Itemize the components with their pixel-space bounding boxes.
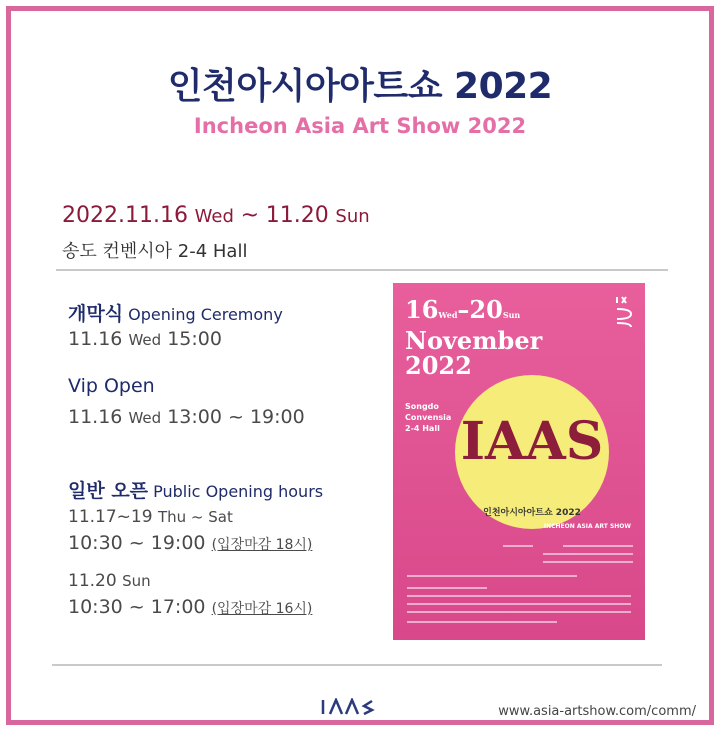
poster-info-line <box>407 621 557 623</box>
public-period1-dates <box>68 507 233 527</box>
opening-title-ko: 개막식 <box>68 303 124 325</box>
poster-info-line <box>543 561 633 563</box>
opening-ceremony-heading <box>68 299 283 326</box>
public-period2-time <box>68 596 312 618</box>
poster-corner-logo-icon <box>613 295 635 329</box>
poster-info-line <box>407 603 631 605</box>
poster-info-line <box>563 545 633 547</box>
poster-day-start-small: Wed <box>438 310 458 320</box>
poster-label: INCHEON ASIA ART SHOW <box>543 523 631 530</box>
period1-days: Thu ~ Sat <box>157 508 233 526</box>
period2-day: Sun <box>122 572 151 590</box>
poster-info-line <box>407 611 631 613</box>
poster-date-block <box>405 297 542 378</box>
vip-open-heading <box>68 375 155 397</box>
date-start: 2022.11.16 <box>62 203 188 228</box>
public-period1-time <box>68 532 312 554</box>
date-end: 11.20 <box>265 203 329 228</box>
poster-year: 2022 <box>405 351 472 380</box>
poster-venue <box>405 401 451 434</box>
period1-note: (입장마감 18시) <box>211 537 313 553</box>
poster-day-start: 16 <box>405 295 439 324</box>
poster-info-line <box>543 553 633 555</box>
poster-venue-line3: 2-4 Hall <box>405 424 440 433</box>
period2-note: (입장마감 16시) <box>211 601 313 617</box>
poster-venue-line1: Songdo <box>405 402 439 411</box>
opening-date: 11.16 <box>68 328 123 350</box>
poster-iaas-logo: IAAS <box>460 411 604 472</box>
opening-title-en: Opening Ceremony <box>128 305 283 324</box>
poster-info-line <box>407 595 631 597</box>
public-title-ko: 일반 오픈 <box>68 480 149 502</box>
vip-open-time <box>68 406 305 428</box>
day-start: Wed <box>194 206 234 227</box>
day-end: Sun <box>335 206 370 227</box>
public-opening-heading <box>68 476 323 503</box>
opening-time: 15:00 <box>167 328 222 350</box>
top-divider <box>56 269 668 271</box>
vip-title: Vip Open <box>68 375 155 397</box>
poster-month: November <box>405 326 543 355</box>
poster-info-line <box>407 575 577 577</box>
event-venue: 송도 컨벤시아 2-4 Hall <box>62 241 248 262</box>
poster-circle-subtitle: 인천아시아아트쇼 2022 <box>483 508 581 518</box>
vip-date: 11.16 <box>68 406 123 428</box>
event-poster <box>393 283 645 640</box>
opening-day: Wed <box>128 331 162 349</box>
period1-time: 10:30 ~ 19:00 <box>68 532 206 554</box>
vip-day: Wed <box>128 409 162 427</box>
iaas-logo-icon <box>320 698 380 716</box>
poster-day-end-small: Sun <box>502 310 521 320</box>
event-date-range <box>62 203 370 228</box>
public-period2-date <box>68 571 151 591</box>
public-title-en: Public Opening hours <box>153 482 324 501</box>
period2-time: 10:30 ~ 17:00 <box>68 596 206 618</box>
period1-dates: 11.17~19 <box>68 507 153 527</box>
page-title-english: Incheon Asia Art Show 2022 <box>193 114 527 138</box>
website-url[interactable]: www.asia-artshow.com/comm/ <box>498 704 696 719</box>
poster-info-line <box>503 545 533 547</box>
period2-date: 11.20 <box>68 571 117 591</box>
bottom-divider <box>52 664 662 666</box>
poster-day-end: 20 <box>469 295 503 324</box>
vip-time: 13:00 ~ 19:00 <box>167 406 305 428</box>
poster-dash: – <box>457 295 470 324</box>
poster-venue-line2: Convensia <box>405 413 452 422</box>
poster-info-line <box>407 587 487 589</box>
opening-ceremony-time <box>68 328 222 350</box>
date-separator: ~ <box>240 203 260 228</box>
page-title-korean: 인천아시아아트쇼 2022 <box>167 66 553 107</box>
